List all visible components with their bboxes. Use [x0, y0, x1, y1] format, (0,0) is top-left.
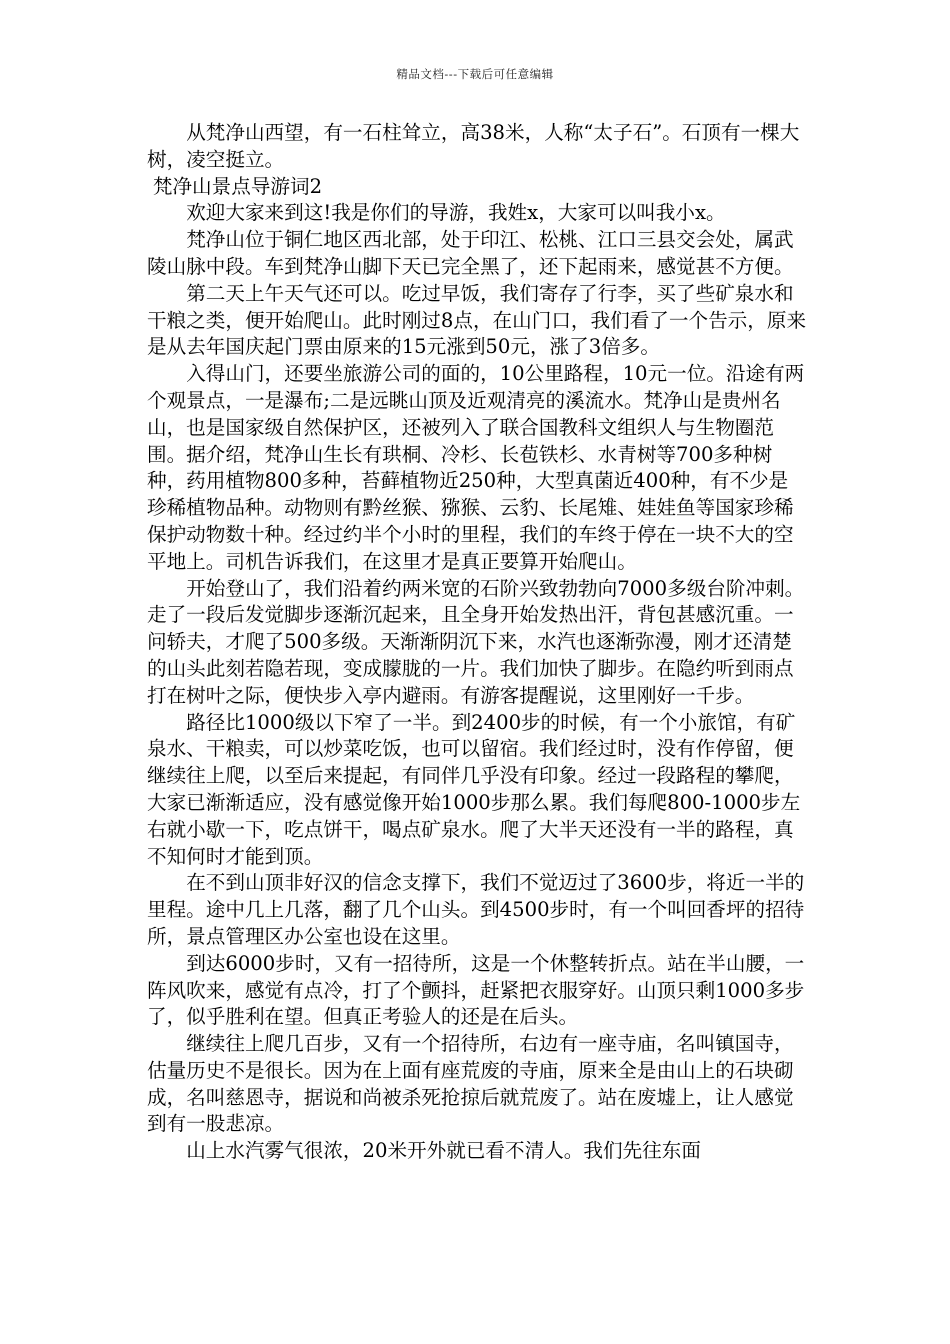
paragraph: 路径比1000级以下窄了一半。到2400步的时候，有一个小旅馆，有矿泉水、干粮卖，可以炒菜吃饭，也可以留宿。我们经过时，没有作停留，便继续往上爬，以至后来提起，有同伴几乎没有印象。经过一段路程的攀爬，大家已渐渐适应，没有感觉像开始1000步那么累。我们每爬800-1000步左右就小歇一下，吃点饼干，喝点矿泉水。爬了大半天还没有一半的路程，真不知何时才能到顶。: [147, 710, 801, 868]
paragraph: 梵净山位于铜仁地区西北部，处于印江、松桃、江口三县交会处，属武陵山脉中段。车到梵净山脚下天已完全黑了，还下起雨来，感觉甚不方便。: [147, 228, 794, 278]
paragraph: 第二天上午天气还可以。吃过早饭，我们寄存了行李，买了些矿泉水和干粮之类，便开始爬山。此时刚过8点，在山门口，我们看了一个告示，原来是从去年国庆起门票由原来的15元涨到50元，涨了3倍多。: [147, 281, 807, 359]
paragraph: 到达6000步时，又有一招待所，这是一个休整转折点。站在半山腰，一阵风吹来，感觉有点冷，打了个颤抖，赶紧把衣服穿好。山顶只剩1000多步了，似乎胜利在望。但真正考验人的还是在后头。: [147, 951, 805, 1029]
document-body: [147, 120, 807, 1165]
section-heading: 梵净山景点导游词2: [152, 174, 323, 198]
paragraph: 继续往上爬几百步，又有一个招待所，右边有一座寺庙，名叫镇国寺，估量历史不是很长。因为在上面有座荒废的寺庙，原来全是由山上的石块砌成，名叫慈恩寺，据说和尚被杀死抢掠后就荒废了。站在废墟上，让人感觉到有一股悲凉。: [147, 1032, 794, 1136]
paragraph: 在不到山顶非好汉的信念支撑下，我们不觉迈过了3600步，将近一半的里程。途中几上几落，翻了几个山头。到4500步时，有一个叫回香坪的招待所，景点管理区办公室也设在这里。: [147, 871, 805, 948]
paragraph: 山上水汽雾气很浓，20米开外就已看不清人。我们先往东面: [186, 1139, 701, 1163]
page-header: 精品文档---下载后可任意编辑: [396, 67, 554, 81]
paragraph: 欢迎大家来到这!我是你们的导游，我姓x，大家可以叫我小x。: [186, 201, 726, 225]
paragraph: 入得山门，还要坐旅游公司的面的，10公里路程，10元一位。沿途有两个观景点，一是瀑布;二是远眺山顶及近观清亮的溪流水。梵净山是贵州名山，也是国家级自然保护区，还被列入了联合国教科文组织人与生物圈范围。据介绍，梵净山生长有珙桐、冷杉、长苞铁杉、水青树等700多种树种，药用植物800多种，苔藓植物近250种，大型真菌近400种，有不少是珍稀植物品种。动物则有黔丝猴、猕猴、云豹、长尾雉、娃娃鱼等国家珍稀保护动物数十种。经过约半个小时的里程，我们的车终于停在一块不大的空平地上。司机告诉我们，在这里才是真正要算开始爬山。: [147, 362, 805, 573]
paragraph: 开始登山了，我们沿着约两米宽的石阶兴致勃勃向7000多级台阶冲刺。走了一段后发觉脚步逐渐沉起来，且全身开始发热出汗，背包甚感沉重。一问轿夫，才爬了500多级。天渐渐阴沉下来，水汽也逐渐弥漫，刚才还清楚的山头此刻若隐若现，变成朦胧的一片。我们加快了脚步。在隐约听到雨点打在树叶之际，便快步入亭内避雨。有游客提醒说，这里刚好一千步。: [147, 576, 805, 707]
paragraph: 从梵净山西望，有一石柱耸立，高38米，人称“太子石”。石顶有一棵大树，凌空挺立。: [147, 121, 800, 171]
